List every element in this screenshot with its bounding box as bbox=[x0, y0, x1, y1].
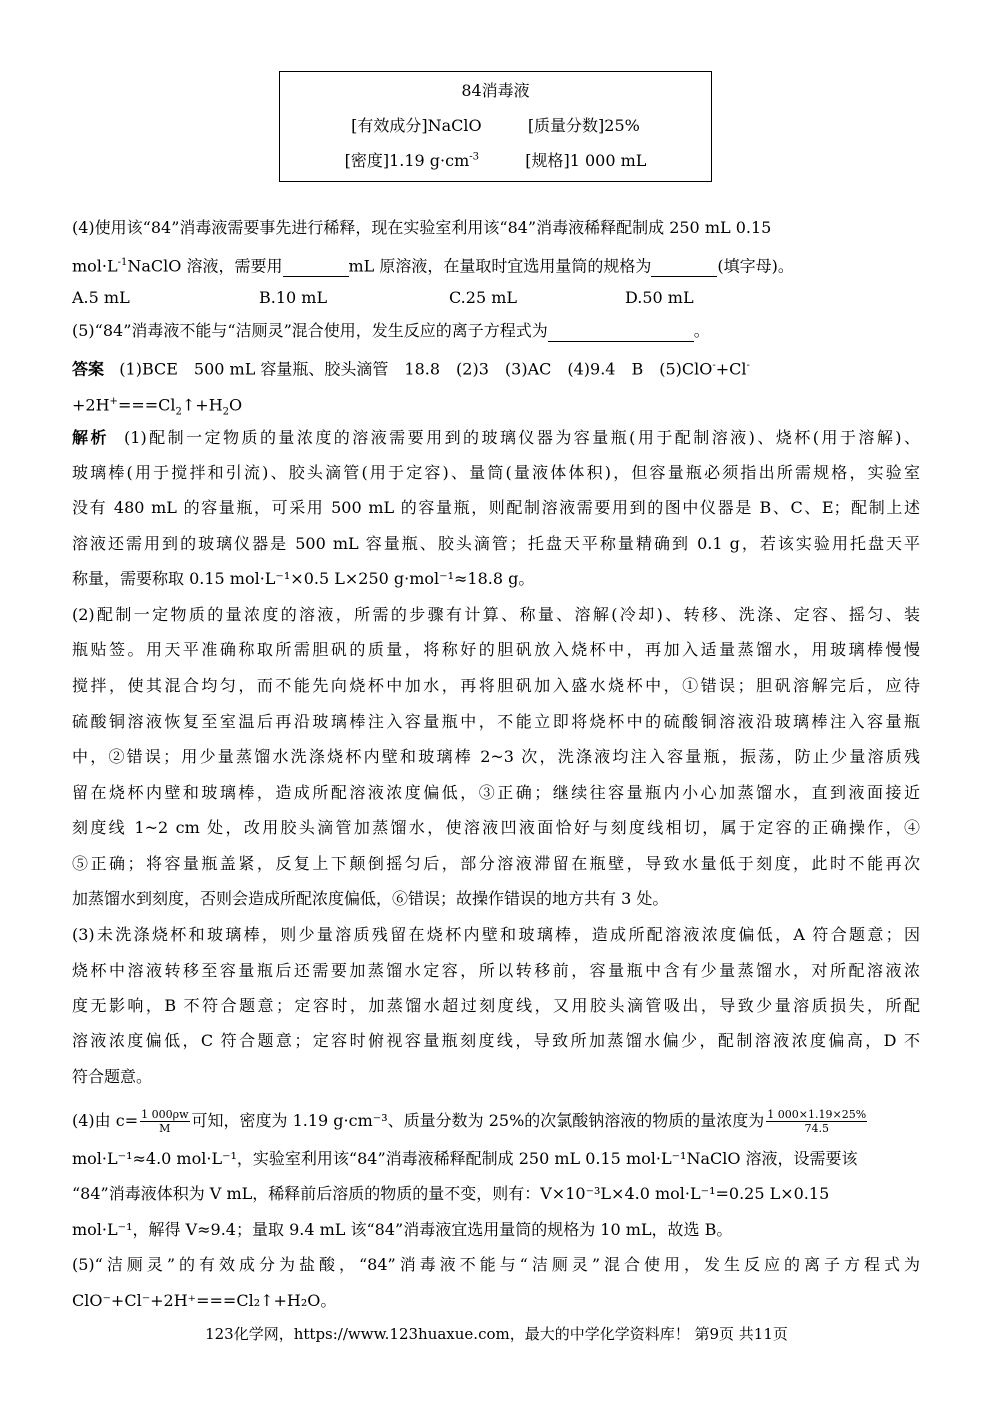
analysis-line-13: ⑤正确；将容量瓶盖紧，反复上下颠倒摇匀后，部分溶液滞留在瓶壁，导致水量低于刻度，此时不能再次 bbox=[72, 854, 920, 873]
analysis-line-18: 溶液浓度偏低，C 符合题意；定容时俯视容量瓶刻度线，导致所加蒸馏水偏少，配制溶液浓度偏高，D 不 bbox=[72, 1031, 920, 1050]
analysis-line-5: 称量，需要称取 0.15 mol·L⁻¹×0.5 L×250 g·mol⁻¹≈18.8 g。 bbox=[72, 569, 535, 588]
option-a: A.5 mL bbox=[72, 288, 130, 307]
option-b: B.10 mL bbox=[259, 288, 328, 307]
option-d: D.50 mL bbox=[625, 288, 694, 307]
table-row-2 bbox=[280, 148, 711, 171]
q4-line-1: (4)使用该“84”消毒液需要事先进行稀释，现在实验室利用该“84”消毒液稀释配制成 250 mL 0.15 bbox=[72, 218, 772, 237]
analysis-line-7: 瓶贴签。用天平准确称取所需胆矾的质量，将称好的胆矾放入烧杯中，再加入适量蒸馏水，用玻璃棒慢慢 bbox=[72, 640, 920, 659]
answer-line-2: $+2H^+===Cl_2↑+H_2O$ bbox=[72, 395, 243, 418]
analysis-line-14: 加蒸馏水到刻度，否则会造成所配浓度偏低，⑥错误；故操作错误的地方共有 3 处。 bbox=[72, 889, 669, 908]
answer-line-1: 答案 (1)BCE 500 mL 容量瓶、胶头滴管 18.8 (2)3 (3)AC (4)9.4 B (5)ClO-+Cl- bbox=[72, 359, 750, 379]
analysis-q5-line-2: ClO⁻+Cl⁻+2H⁺===Cl₂↑+H₂O。 bbox=[72, 1291, 337, 1310]
analysis-line-10: 中，②错误；用少量蒸馏水洗涤烧杯内壁和玻璃棒 2~3 次，洗涤液均注入容量瓶，振荡，防止少量溶质残 bbox=[72, 747, 920, 766]
analysis-q5-line-1: (5)“洁厕灵”的有效成分为盐酸，“84”消毒液不能与“洁厕灵”混合使用，发生反应的离子方程式为 bbox=[72, 1255, 920, 1274]
effective-component: [有效成分]NaClO bbox=[351, 116, 482, 135]
answer-blank-choice bbox=[651, 256, 717, 277]
analysis-line-11: 留在烧杯内壁和玻璃棒，造成所配溶液浓度偏低，③正确；继续往容量瓶内小心加蒸馏水，直到液面接近 bbox=[72, 783, 920, 802]
analysis-line-3: 没有 480 mL 的容量瓶，可采用 500 mL 的容量瓶，则配制溶液需要用到的图中仪器是 B、C、E；配制上述 bbox=[72, 498, 920, 517]
analysis-line-4: 溶液还需用到的玻璃仪器是 500 mL 容量瓶、胶头滴管；托盘天平称量精确到 0.1 g，若该实验用托盘天平 bbox=[72, 534, 920, 553]
q4-options bbox=[72, 288, 920, 308]
answer-blank-volume bbox=[283, 256, 349, 277]
answer-blank-equation bbox=[548, 321, 694, 342]
density: [密度]1.19 $g\cdot cm^{-3}$ bbox=[344, 151, 480, 170]
analysis-q4-line-1: (4)由 c= $\frac{1 000\rho w}{M}$ 可知，密度为 1.19 g·cm⁻³、质量分数为 25%的次氯酸钠溶液的物质的量浓度为 $\frac{1 000\times 1.19\times 25\%}{74.5}$ bbox=[72, 1108, 867, 1135]
option-c: C.25 mL bbox=[449, 288, 517, 307]
analysis-line-16: 烧杯中溶液转移至容量瓶后还需要加蒸馏水定容，所以转移前，容量瓶中含有少量蒸馏水，对所配溶液浓 bbox=[72, 961, 920, 980]
answer-label: 答案 bbox=[72, 359, 105, 379]
analysis-line-1: 解析 (1)配制一定物质的量浓度的溶液需要用到的玻璃仪器为容量瓶(用于配制溶液)、烧杯(用于溶解)、 bbox=[72, 428, 921, 447]
analysis-line-12: 刻度线 1~2 cm 处，改用胶头滴管加蒸馏水，使溶液凹液面恰好与刻度线相切，属于定容的正确操作，④ bbox=[72, 818, 920, 837]
analysis-q4-line-2: mol·L⁻¹≈4.0 mol·L⁻¹，实验室利用该“84”消毒液稀释配制成 250 mL 0.15 mol·L⁻¹NaClO 溶液，设需要该 bbox=[72, 1149, 858, 1168]
analysis-label: 解析 bbox=[72, 428, 109, 447]
analysis-line-19: 符合题意。 bbox=[72, 1067, 153, 1086]
specification: [规格]1 000 mL bbox=[525, 151, 647, 170]
analysis-line-15: (3)未洗涤烧杯和玻璃棒，则少量溶质残留在烧杯内壁和玻璃棒，造成所配溶液浓度偏低，A 符合题意；因 bbox=[72, 925, 920, 944]
analysis-line-17: 度无影响，B 不符合题意；定容时，加蒸馏水超过刻度线，又用胶头滴管吸出，导致少量溶质损失，所配 bbox=[72, 996, 920, 1015]
q5-question: (5)“84”消毒液不能与“洁厕灵”混合使用，发生反应的离子方程式为 。 bbox=[72, 321, 710, 340]
analysis-line-9: 硫酸铜溶液恢复至室温后再沿玻璃棒注入容量瓶中，不能立即将烧杯中的硫酸铜溶液沿玻璃棒注入容量瓶 bbox=[72, 712, 920, 731]
analysis-line-8: 搅拌，使其混合均匀，而不能先向烧杯中加水，再将胆矾加入盛水烧杯中，①错误；胆矾溶解完后，应待 bbox=[72, 676, 920, 695]
table-row-1 bbox=[280, 113, 711, 136]
formula-fraction: $\frac{1 000\rho w}{M}$ bbox=[141, 1108, 189, 1135]
calculation-fraction: $\frac{1 000\times 1.19\times 25\%}{74.5}$ bbox=[767, 1108, 867, 1135]
analysis-line-2: 玻璃棒(用于搅拌和引流)、胶头滴管(用于定容)、量筒(量液体体积)，但容量瓶必须指出所需规格，实验室 bbox=[72, 463, 920, 482]
analysis-q4-line-4: mol·L⁻¹，解得 V≈9.4；量取 9.4 mL 该“84”消毒液宜选用量筒的规格为 10 mL，故选 B。 bbox=[72, 1220, 733, 1239]
analysis-q4-line-3: “84”消毒液体积为 V mL，稀释前后溶质的物质的量不变，则有：V×10⁻³L×4.0 mol·L⁻¹=0.25 L×0.15 bbox=[72, 1184, 830, 1203]
label-table bbox=[279, 71, 712, 182]
table-title: 84消毒液 bbox=[461, 81, 530, 100]
page-footer: 123化学网，https://www.123huaxue.com，最大的中学化学资料库！ 第9页 共11页 bbox=[205, 1325, 788, 1343]
q4-line-2: $mol\cdot L^{-1}NaClO$ 溶液，需要用 mL 原溶液，在量取时宜选用量筒的规格为 (填字母)。 bbox=[72, 256, 794, 276]
mass-fraction: [质量分数]25% bbox=[527, 116, 640, 135]
analysis-line-6: (2)配制一定物质的量浓度的溶液，所需的步骤有计算、称量、溶解(冷却)、转移、洗涤、定容、摇匀、装 bbox=[72, 605, 920, 624]
